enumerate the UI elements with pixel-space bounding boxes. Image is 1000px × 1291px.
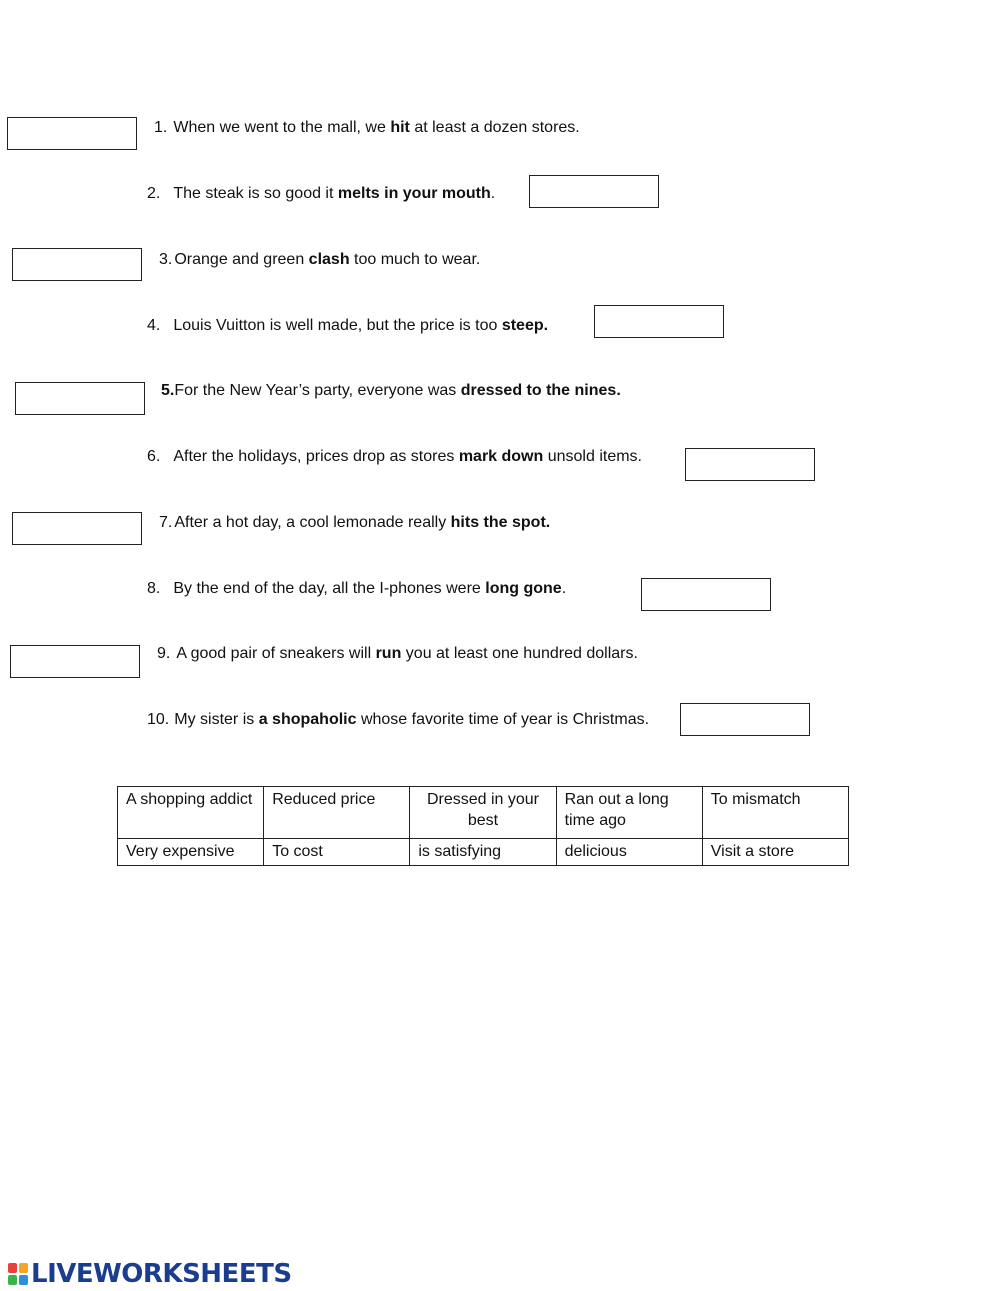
answer-box-10[interactable] [680, 703, 810, 736]
question-text-before: For the New Year’s party, everyone was [174, 382, 461, 399]
question-text-before: When we went to the mall, we [173, 119, 391, 136]
question-text-after: unsold items. [543, 448, 642, 465]
question-5 [161, 381, 621, 401]
idiom: melts in your mouth [337, 185, 491, 202]
question-2 [147, 184, 495, 204]
answer-box-6[interactable] [685, 448, 815, 481]
word-bank-table [117, 786, 849, 866]
word-bank-cell: To mismatch [702, 787, 848, 839]
idiom: hits the spot. [450, 514, 551, 531]
question-text-before: After a hot day, a cool lemonade really [174, 514, 451, 531]
question-number: 8. [147, 580, 161, 597]
answer-box-3[interactable] [12, 248, 142, 281]
word-bank-cell: delicious [556, 839, 702, 866]
answer-box-8[interactable] [641, 578, 771, 611]
question-text-after: . [561, 580, 567, 597]
question-1 [154, 118, 580, 138]
question-4 [147, 316, 548, 336]
question-text-before: Orange and green [174, 251, 309, 268]
question-text-after: you at least one hundred dollars. [401, 645, 638, 662]
question-text-before: By the end of the day, all the I-phones were [173, 580, 486, 597]
question-text-after: too much to wear. [349, 251, 481, 268]
idiom: mark down [458, 448, 544, 465]
question-number: 5. [161, 382, 175, 399]
logo-square [19, 1263, 28, 1273]
word-bank-cell: is satisfying [410, 839, 556, 866]
question-number: 4. [147, 317, 161, 334]
question-text-after: . [490, 185, 496, 202]
table-row [118, 787, 849, 839]
answer-box-1[interactable] [7, 117, 137, 150]
logo-square [19, 1275, 28, 1285]
liveworksheets-logo [8, 1258, 292, 1290]
answer-box-4[interactable] [594, 305, 724, 338]
answer-box-5[interactable] [15, 382, 145, 415]
question-number: 7. [159, 514, 173, 531]
question-text-after: at least a dozen stores. [409, 119, 580, 136]
logo-square [8, 1275, 17, 1285]
idiom: steep. [501, 317, 549, 334]
question-10 [147, 710, 649, 730]
question-text-before: A good pair of sneakers will [176, 645, 376, 662]
idiom: long gone [485, 580, 562, 597]
idiom: dressed to the nines. [460, 382, 621, 399]
logo-square [8, 1263, 17, 1273]
answer-box-7[interactable] [12, 512, 142, 545]
question-7 [159, 513, 550, 533]
word-bank-cell: To cost [264, 839, 410, 866]
question-6 [147, 447, 642, 467]
question-number: 6. [147, 448, 161, 465]
question-number: 1. [154, 119, 168, 136]
answer-box-2[interactable] [529, 175, 659, 208]
answer-box-9[interactable] [10, 645, 140, 678]
table-row [118, 839, 849, 866]
word-bank-cell: Reduced price [264, 787, 410, 839]
question-text-before: My sister is [174, 711, 259, 728]
word-bank-cell: Visit a store [702, 839, 848, 866]
question-number: 2. [147, 185, 161, 202]
question-8 [147, 579, 566, 599]
question-9 [157, 644, 638, 664]
idiom: hit [390, 119, 410, 136]
word-bank-cell: Dressed in your best [410, 787, 556, 839]
question-text-before: The steak is so good it [173, 185, 338, 202]
question-text-after: whose favorite time of year is Christmas. [356, 711, 650, 728]
question-text-before: Louis Vuitton is well made, but the price is too [173, 317, 502, 334]
word-bank-cell: Ran out a long time ago [556, 787, 702, 839]
idiom: run [375, 645, 402, 662]
question-number: 3. [159, 251, 173, 268]
word-bank-cell: Very expensive [118, 839, 264, 866]
word-bank-cell: A shopping addict [118, 787, 264, 839]
logo-text: LIVEWORKSHEETS [31, 1259, 292, 1289]
idiom: a shopaholic [258, 711, 357, 728]
logo-mark-icon [8, 1263, 28, 1285]
question-text-before: After the holidays, prices drop as stores [173, 448, 459, 465]
idiom: clash [308, 251, 350, 268]
question-number: 9. [157, 645, 171, 662]
question-3 [159, 250, 480, 270]
question-number: 10. [147, 711, 170, 728]
